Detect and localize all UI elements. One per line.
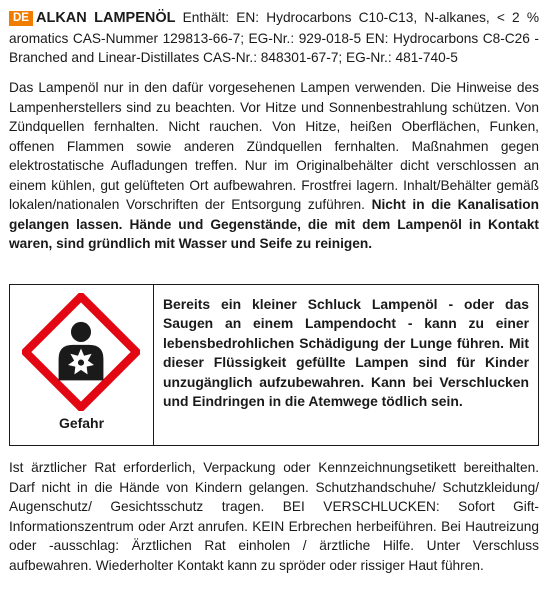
signal-word: Gefahr: [58, 415, 105, 431]
hazard-warning-text: Bereits ein kleiner Schluck Lampenöl - oder das Saugen an einem Lampendocht - kann zu einer lebensbedrohlichen Schädigung der Lunge führen. Mit dieser Flüssigkeit gefüllte Lampen sind für Kinder unzugänglich aufzubewahren. Kann bei Verschlucken und Eindringen in die Atemwege tödlich sein.: [163, 296, 529, 410]
hazard-box: [9, 284, 539, 446]
instructions-paragraph: [9, 78, 539, 254]
hazard-pictogram-panel: [10, 285, 154, 445]
header-paragraph: [9, 8, 539, 68]
precautions-section: [9, 458, 539, 575]
instructions-text: Das Lampenöl nur in den dafür vorgesehenen Lampen verwenden. Die Hinweise des Lampenherstellers sind zu beachten. Vor Hitze und Sonnenbestrahlung schützen. Von Zündquellen fernhalten. Nicht rauchen. Von Hitze, heißen Oberflächen, Funken, offenen Flammen sowie anderen Zündquellen fernhalten. Maßnahmen gegen elektrostatische Aufladungen treffen. Nur im Originalbehälter dicht verschlossen an einem kühlen, gut gelüfteten Ort aufbewahren. Frostfrei lagern. Inhalt/Behälter gemäß lokalen/nationalen Vorschriften der Entsorgung zuführen.: [9, 80, 539, 212]
precautions-paragraph: Ist ärztlicher Rat erforderlich, Verpackung oder Kennzeichnungsetikett bereithalten. Darf nicht in die Hände von Kindern gelangen. Schutzhandschuhe/ Schutzkleidung/ Augenschutz/ Gesichtsschutz tragen. BEI VERSCHLUCKEN: Sofort Gift-Informationszentrum oder Arzt anrufen. KEIN Erbrechen herbeiführen. Bei Hautreizung oder -ausschlag: Ärztlichen Rat einholen / ärztliche Hilfe. Unter Verschluss aufbewahren. Wiederholter Kontakt kann zu spröder oder rissiger Haut führen.: [9, 460, 539, 573]
header-section: [9, 8, 539, 68]
product-title: ALKAN LAMPENÖL: [35, 10, 176, 26]
language-badge: DE: [9, 11, 33, 26]
instructions-section: [9, 78, 539, 254]
health-hazard-icon: [22, 293, 140, 411]
instructions-bold-text: Nicht in die Kanalisation gelangen lassen. Hände und Gegenstände, die mit dem Lampenöl in Kontakt waren, sind gründlich mit Wasser und Seife zu reinigen.: [9, 197, 539, 251]
composition-text: Enthält: EN: Hydrocarbons C10-C13, N-alkanes, < 2 % aromatics CAS-Nummer 129813-66-7; EG-Nr.: 929-018-5 EN: Hydrocarbons C8-C26 -Branched and Linear-Distillates CAS-Nr.: 848301-67-7; EG-Nr.: 481-740-5: [9, 10, 539, 65]
